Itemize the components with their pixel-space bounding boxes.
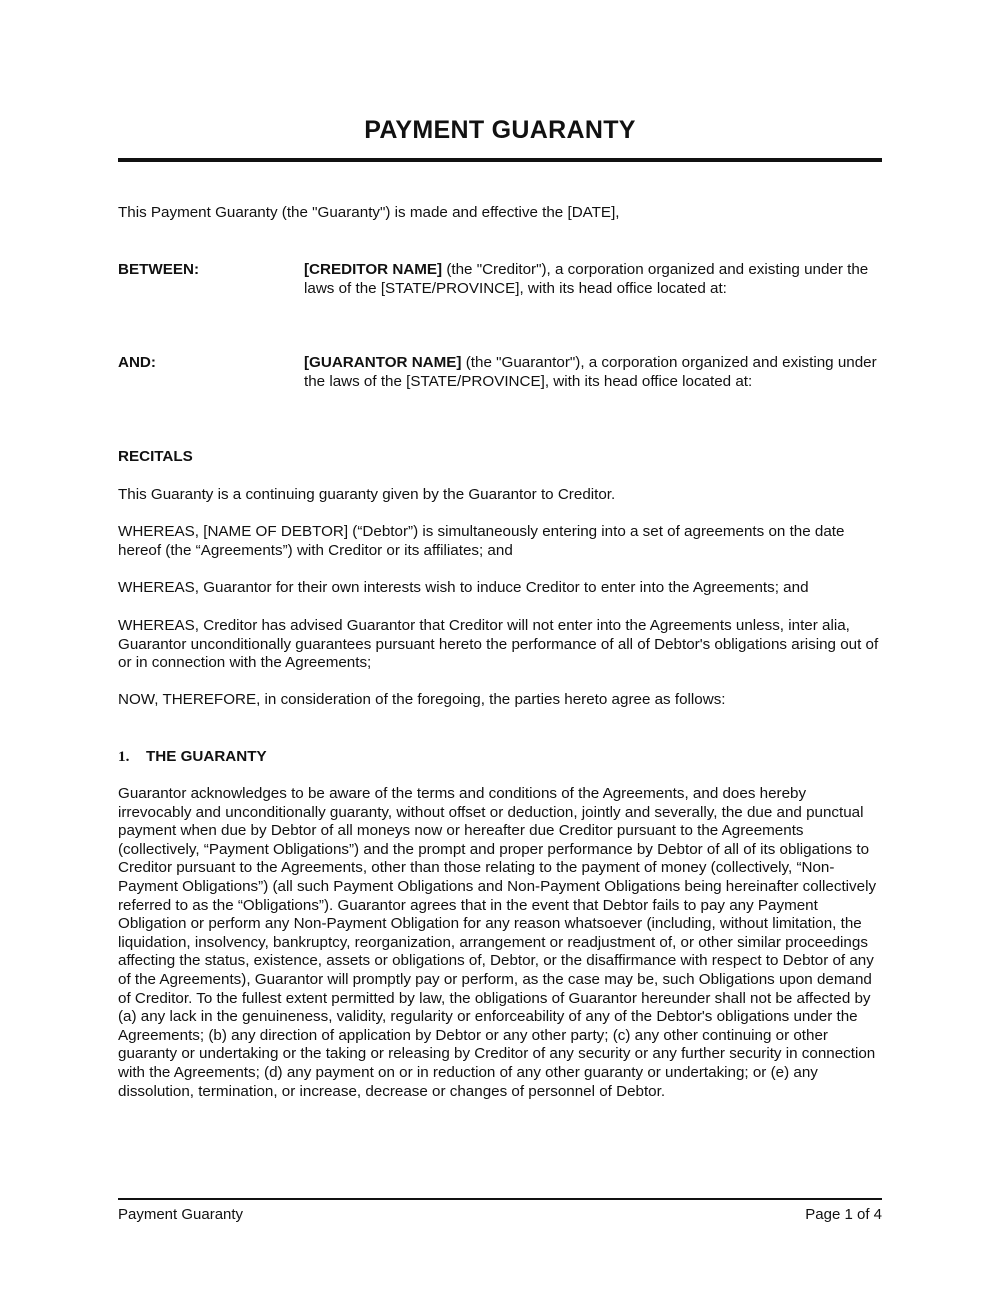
footer-divider [118,1198,882,1200]
party-guarantor [304,354,884,391]
creditor-name: [CREDITOR NAME] [304,261,443,278]
document-title: PAYMENT GUARANTY [364,116,636,144]
recitals-heading: RECITALS [118,448,193,465]
section-title: THE GUARANTY [146,748,267,765]
party-label-and: AND: [118,354,156,371]
party-label-between: BETWEEN: [118,261,199,278]
recital-paragraph: NOW, THEREFORE, in consideration of the foregoing, the parties hereto agree as follows: [118,691,726,708]
section-heading [118,748,267,767]
section-body: Guarantor acknowledges to be aware of the terms and conditions of the Agreements, and does hereby irrevocably and unconditionally guaranty, without offset or deduction, jointly and severally, the due and punctual payment when due by Debtor of all moneys now or hereafter due Creditor pursuant to the Agreements (collectively, “Payment Obligations”) and the prompt and proper performance by Debtor of all of its obligations to Creditor pursuant to the Agreements, other than those relating to the payment of money (collectively, “Non-Payment Obligations”) (all such Payment Obligations and Non-Payment Obligations being hereinafter collectively referred to as the “Obligations”). Guarantor agrees that in the event that Debtor fails to pay any Payment Obligation or perform any Non-Payment Obligation for any reason whatsoever (including, without limitation, the liquidation, insolvency, bankruptcy, reorganization, arrangement or readjustment of, or other similar proceedings affecting the status, existence, assets or obligations of, Debtor, or the disaffirmance with respect to Debtor of any of the Agreements), Guarantor will promptly pay or perform, as the case may be, such Obligations upon demand of Creditor. To the fullest extent permitted by law, the obligations of Guarantor hereunder shall not be affected by (a) any lack in the genuineness, validity, regularity or enforceability of any of the Debtor's obligations under the Agreements; (b) any direction of application by Debtor or any other party; (c) any other continuing or other guaranty or undertaking or the taking or releasing by Creditor of any security or any further security in connection with the Agreements; (d) any payment on or in reduction of any other guaranty or undertaking; or (e) any dissolution, termination, or increase, decrease or changes of personnel of Debtor. [118,785,877,1100]
footer-document-name: Payment Guaranty [118,1206,244,1223]
recital-paragraph: WHEREAS, Creditor has advised Guarantor that Creditor will not enter into the Agreements unless, inter alia, Guarantor unconditionally guarantees pursuant hereto the performance of all of Debtor's obligations arising out of or in connection with the Agreements; [118,617,879,672]
footer-page-number: Page 1 of 4 [805,1206,882,1223]
recital-paragraph: This Guaranty is a continuing guaranty given by the Guarantor to Creditor. [118,486,616,503]
party-creditor [304,261,884,298]
intro-paragraph: This Payment Guaranty (the "Guaranty") is made and effective the [DATE], [118,204,620,221]
creditor-description: (the "Creditor"), a corporation organized and existing under the laws of the [STATE/PROVINCE], with its head office located at: [304,261,869,297]
recital-paragraph: WHEREAS, Guarantor for their own interests wish to induce Creditor to enter into the Agreements; and [118,579,809,596]
recital-paragraph: WHEREAS, [NAME OF DEBTOR] (“Debtor”) is simultaneously entering into a set of agreements on the date hereof (the “Agreements”) with Creditor or its affiliates; and [118,523,845,559]
guarantor-description: (the "Guarantor"), a corporation organized and existing under the laws of the [STATE/PROVINCE], with its head office located at: [304,354,877,390]
section-number: 1. [118,748,130,765]
guarantor-name: [GUARANTOR NAME] [304,354,462,371]
title-divider [118,158,882,162]
